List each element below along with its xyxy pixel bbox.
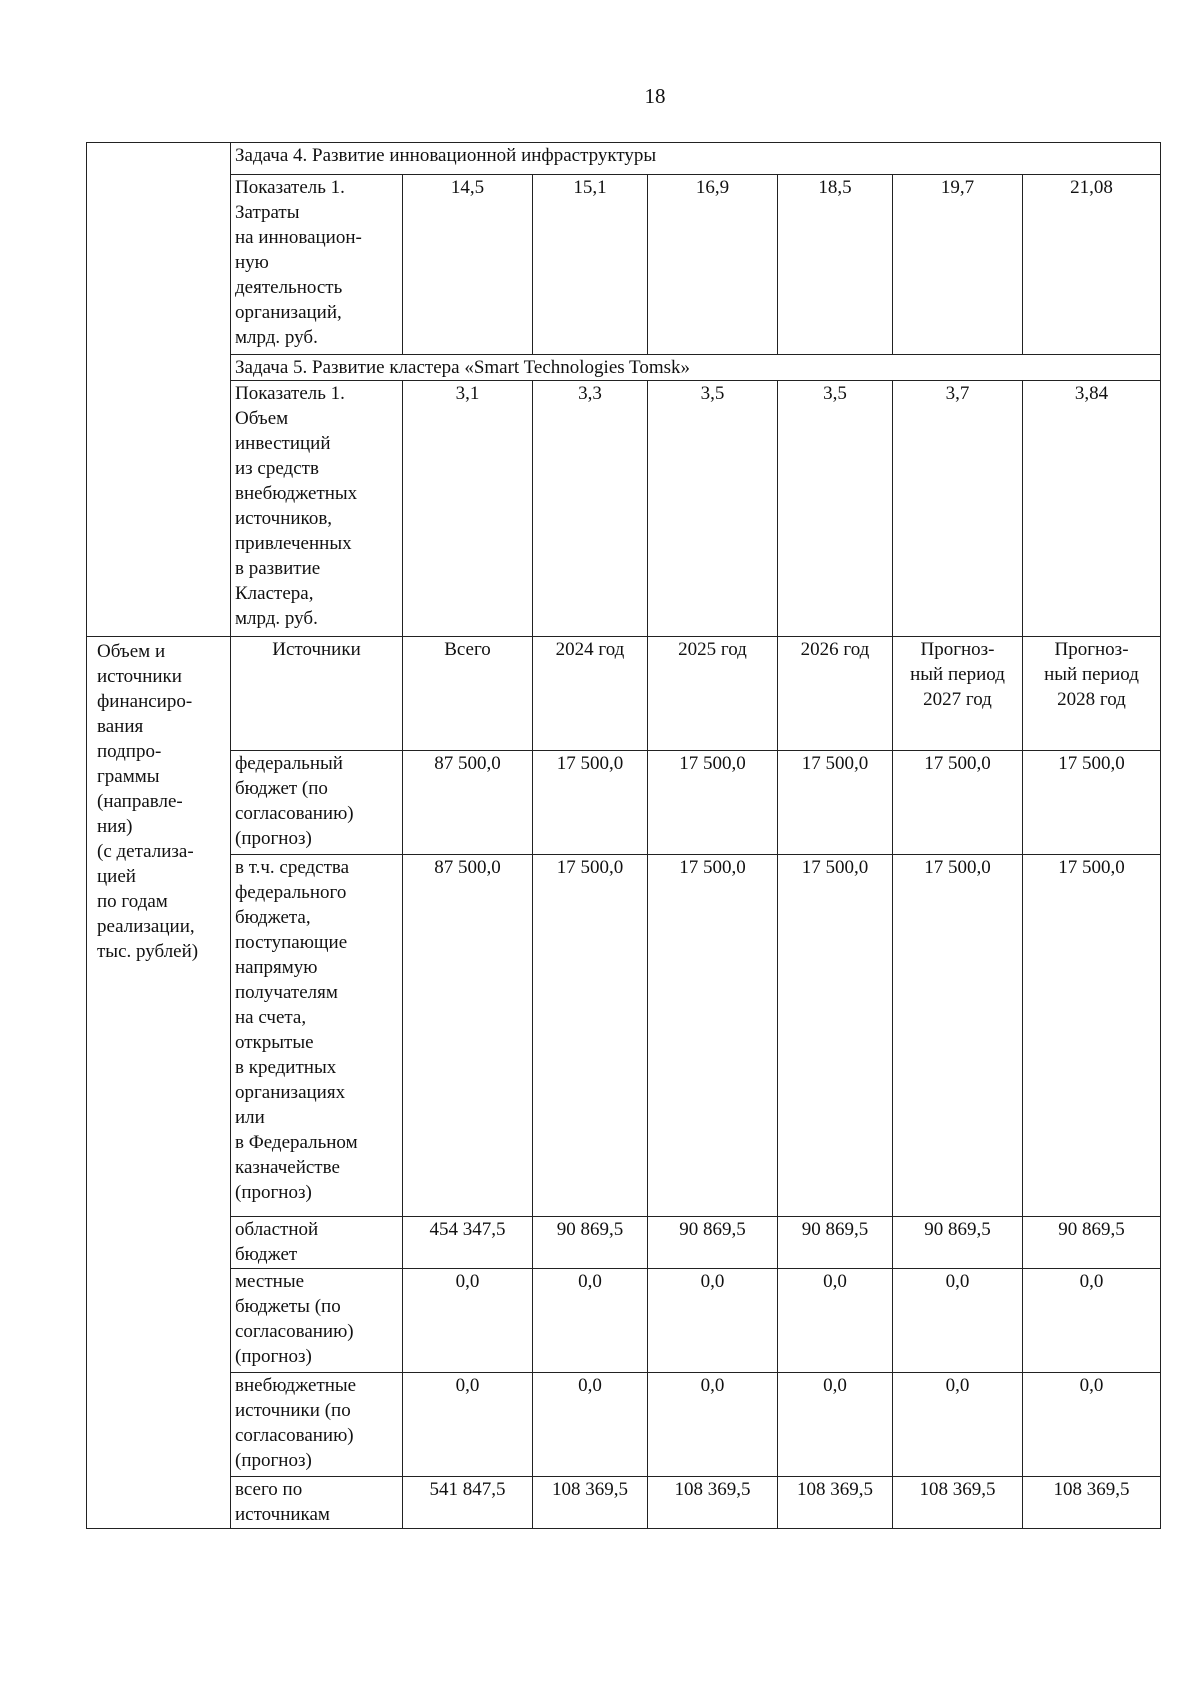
cell-2026: 108 369,5 bbox=[778, 1477, 893, 1529]
cell-total: 87 500,0 bbox=[403, 855, 533, 1217]
cell-2024: 0,0 bbox=[533, 1373, 648, 1477]
task4-value: 14,5 bbox=[403, 175, 533, 355]
cell-2025: 0,0 bbox=[648, 1373, 778, 1477]
cell-2026: 0,0 bbox=[778, 1269, 893, 1373]
task5-title-row bbox=[87, 355, 1161, 381]
cell-total: 0,0 bbox=[403, 1269, 533, 1373]
task4-indicator-row bbox=[87, 175, 1161, 355]
row-label-federal-direct: в т.ч. средства федерального бюджета, поступающие напрямую получателям на счета, открытые в кредитных организациях или в Федеральном казначействе (прогноз) bbox=[231, 855, 403, 1217]
task4-title-row bbox=[87, 143, 1161, 175]
row-label-local: местные бюджеты (по согласованию) (прогноз) bbox=[231, 1269, 403, 1373]
header-2027: Прогноз- ный период 2027 год bbox=[893, 637, 1023, 751]
table-row-total bbox=[87, 1477, 1161, 1529]
cell-2027: 90 869,5 bbox=[893, 1217, 1023, 1269]
task4-value: 21,08 bbox=[1023, 175, 1161, 355]
task4-title: Задача 4. Развитие инновационной инфраструктуры bbox=[231, 143, 1161, 175]
subprogram-table bbox=[86, 142, 1161, 1529]
task5-value: 3,3 bbox=[533, 381, 648, 637]
header-2025: 2025 год bbox=[648, 637, 778, 751]
header-sources: Источники bbox=[231, 637, 403, 751]
cell-2025: 90 869,5 bbox=[648, 1217, 778, 1269]
header-2024: 2024 год bbox=[533, 637, 648, 751]
task4-value: 16,9 bbox=[648, 175, 778, 355]
table-row bbox=[87, 1269, 1161, 1373]
table-row bbox=[87, 1373, 1161, 1477]
table-row bbox=[87, 1217, 1161, 1269]
task5-title: Задача 5. Развитие кластера «Smart Technologies Tomsk» bbox=[231, 355, 1161, 381]
cell-2028: 108 369,5 bbox=[1023, 1477, 1161, 1529]
table-row bbox=[87, 855, 1161, 1217]
cell-2025: 0,0 bbox=[648, 1269, 778, 1373]
cell-2024: 0,0 bbox=[533, 1269, 648, 1373]
cell-2024: 17 500,0 bbox=[533, 751, 648, 855]
page-number: 18 bbox=[644, 84, 666, 108]
cell-2028: 17 500,0 bbox=[1023, 855, 1161, 1217]
row-label-federal: федеральный бюджет (по согласованию) (прогноз) bbox=[231, 751, 403, 855]
cell-2026: 90 869,5 bbox=[778, 1217, 893, 1269]
financing-section-label: Объем и источники финансиро- вания подпро- граммы (направле- ния) (с детализа- цией по годам реализации, тыс. рублей) bbox=[87, 637, 231, 1529]
cell-total: 454 347,5 bbox=[403, 1217, 533, 1269]
task4-value: 15,1 bbox=[533, 175, 648, 355]
row-label-regional: областной бюджет bbox=[231, 1217, 403, 1269]
cell-2028: 0,0 bbox=[1023, 1269, 1161, 1373]
cell-2027: 17 500,0 bbox=[893, 751, 1023, 855]
header-2026: 2026 год bbox=[778, 637, 893, 751]
row-label-extrabudgetary: внебюджетные источники (по согласованию) (прогноз) bbox=[231, 1373, 403, 1477]
header-2028: Прогноз- ный период 2028 год bbox=[1023, 637, 1161, 751]
cell-2026: 17 500,0 bbox=[778, 855, 893, 1217]
task4-value: 19,7 bbox=[893, 175, 1023, 355]
cell-2024: 108 369,5 bbox=[533, 1477, 648, 1529]
task5-indicator-row bbox=[87, 381, 1161, 637]
cell-2028: 17 500,0 bbox=[1023, 751, 1161, 855]
task4-value: 18,5 bbox=[778, 175, 893, 355]
cell-2027: 108 369,5 bbox=[893, 1477, 1023, 1529]
task4-indicator-label: Показатель 1. Затраты на инновацион- ную деятельность организаций, млрд. руб. bbox=[231, 175, 403, 355]
cell-2025: 17 500,0 bbox=[648, 855, 778, 1217]
cell-2026: 0,0 bbox=[778, 1373, 893, 1477]
cell-2025: 17 500,0 bbox=[648, 751, 778, 855]
cell-2027: 17 500,0 bbox=[893, 855, 1023, 1217]
task5-value: 3,1 bbox=[403, 381, 533, 637]
task5-value: 3,7 bbox=[893, 381, 1023, 637]
blank-left-cell bbox=[87, 143, 231, 637]
cell-2027: 0,0 bbox=[893, 1373, 1023, 1477]
task5-value: 3,84 bbox=[1023, 381, 1161, 637]
table-row bbox=[87, 751, 1161, 855]
cell-total: 87 500,0 bbox=[403, 751, 533, 855]
header-total: Всего bbox=[403, 637, 533, 751]
task5-value: 3,5 bbox=[778, 381, 893, 637]
row-label-total: всего по источникам bbox=[231, 1477, 403, 1529]
cell-total: 0,0 bbox=[403, 1373, 533, 1477]
task5-value: 3,5 bbox=[648, 381, 778, 637]
cell-2026: 17 500,0 bbox=[778, 751, 893, 855]
cell-2028: 90 869,5 bbox=[1023, 1217, 1161, 1269]
cell-2028: 0,0 bbox=[1023, 1373, 1161, 1477]
cell-2024: 17 500,0 bbox=[533, 855, 648, 1217]
cell-total: 541 847,5 bbox=[403, 1477, 533, 1529]
task5-indicator-label: Показатель 1. Объем инвестиций из средств внебюджетных источников, привлеченных в развитие Кластера, млрд. руб. bbox=[231, 381, 403, 637]
cell-2027: 0,0 bbox=[893, 1269, 1023, 1373]
financing-header-row bbox=[87, 637, 1161, 751]
cell-2024: 90 869,5 bbox=[533, 1217, 648, 1269]
cell-2025: 108 369,5 bbox=[648, 1477, 778, 1529]
